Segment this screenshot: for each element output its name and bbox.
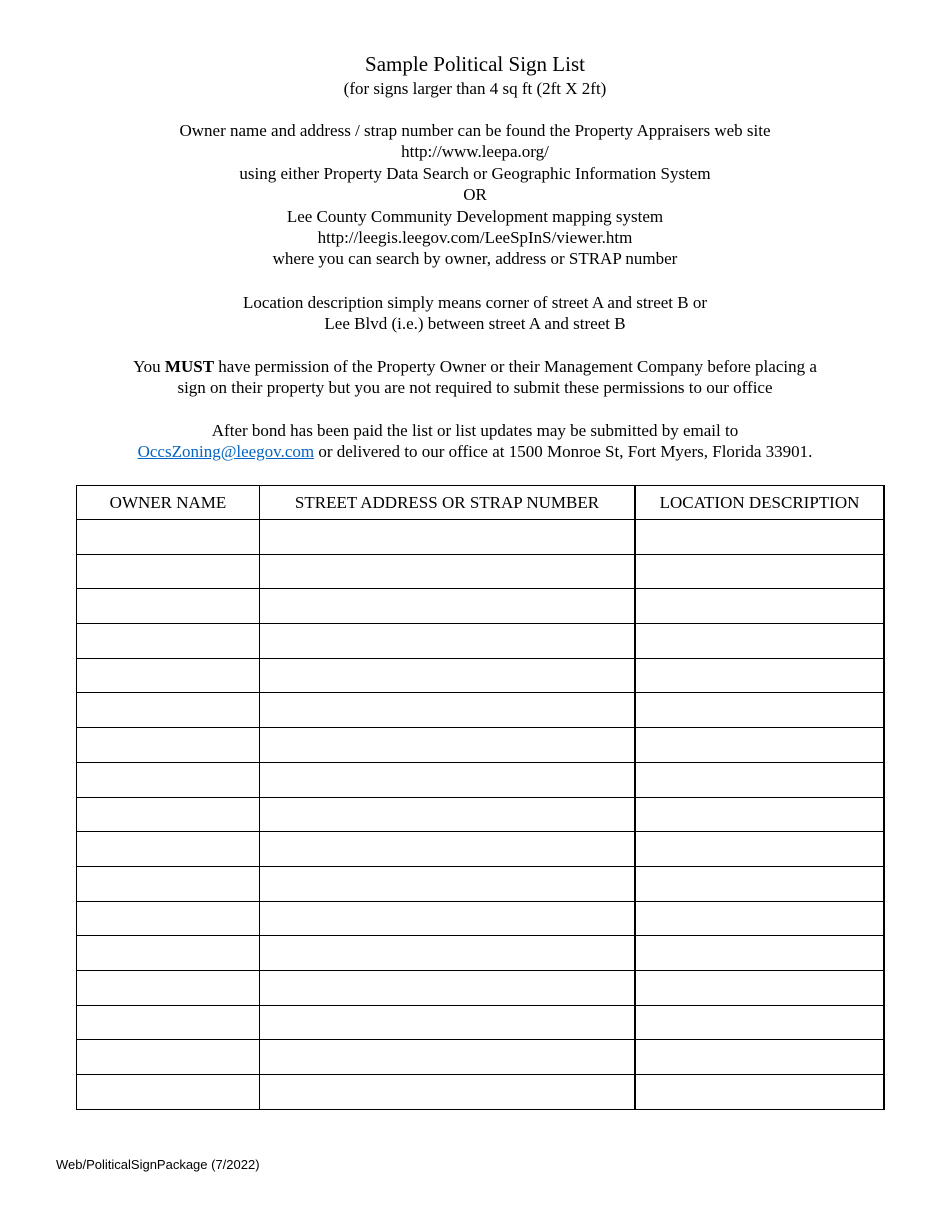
street-address-cell[interactable] [260, 624, 636, 659]
owner-name-cell[interactable] [77, 728, 260, 763]
street-address-cell[interactable] [260, 797, 636, 832]
location-description-cell[interactable] [635, 832, 884, 867]
lookup-instructions [0, 120, 950, 270]
location-description-cell[interactable] [635, 762, 884, 797]
column-header-street-address: STREET ADDRESS OR STRAP NUMBER [260, 486, 636, 520]
owner-name-cell[interactable] [77, 901, 260, 936]
table-row [77, 554, 885, 589]
owner-name-cell[interactable] [77, 936, 260, 971]
page-subtitle: (for signs larger than 4 sq ft (2ft X 2ft) [343, 79, 607, 98]
leepa-url: http://www.leepa.org/ [401, 142, 549, 162]
location-description-cell[interactable] [635, 554, 884, 589]
location-description-cell[interactable] [635, 658, 884, 693]
location-description-cell[interactable] [635, 589, 884, 624]
footer-text: Web/PoliticalSignPackage (7/2022) [56, 1157, 260, 1172]
table-row [77, 693, 885, 728]
table-row [77, 866, 885, 901]
street-address-cell[interactable] [260, 901, 636, 936]
owner-name-cell[interactable] [77, 1040, 260, 1075]
location-description-cell[interactable] [635, 728, 884, 763]
location-description-cell[interactable] [635, 693, 884, 728]
permission-note-line [0, 356, 950, 377]
owner-name-cell[interactable] [77, 520, 260, 555]
location-description-cell[interactable] [635, 624, 884, 659]
location-description-cell[interactable] [635, 520, 884, 555]
street-address-cell[interactable] [260, 832, 636, 867]
location-note-line: Location description simply means corner of street A and street B or [242, 293, 708, 312]
street-address-cell[interactable] [260, 1075, 636, 1110]
location-description-cell[interactable] [635, 1075, 884, 1110]
street-address-cell[interactable] [260, 1005, 636, 1040]
leegis-url: http://leegis.leegov.com/LeeSpInS/viewer.htm [317, 228, 633, 248]
street-address-cell[interactable] [260, 1040, 636, 1075]
owner-name-cell[interactable] [77, 970, 260, 1005]
location-description-cell[interactable] [635, 1005, 884, 1040]
table-row [77, 624, 885, 659]
submission-note-line: After bond has been paid the list or list updates may be submitted by email to [211, 421, 739, 440]
office-address: or delivered to our office at 1500 Monroe St, Fort Myers, Florida 33901. [314, 442, 813, 462]
street-address-cell[interactable] [260, 866, 636, 901]
owner-name-cell[interactable] [77, 658, 260, 693]
table-row [77, 762, 885, 797]
location-description-cell[interactable] [635, 970, 884, 1005]
table-row [77, 1040, 885, 1075]
table-row [77, 901, 885, 936]
table-row [77, 589, 885, 624]
table-row [77, 1075, 885, 1110]
owner-name-cell[interactable] [77, 797, 260, 832]
table-row [77, 520, 885, 555]
instruction-line: where you can search by owner, address or STRAP number [272, 249, 678, 269]
street-address-cell[interactable] [260, 658, 636, 693]
table-row [77, 797, 885, 832]
location-description-cell[interactable] [635, 936, 884, 971]
table-body [77, 520, 885, 1110]
table-header-row [77, 486, 885, 520]
or-separator: OR [463, 185, 487, 205]
street-address-cell[interactable] [260, 970, 636, 1005]
owner-name-cell[interactable] [77, 589, 260, 624]
page-title: Sample Political Sign List [365, 52, 585, 76]
street-address-cell[interactable] [260, 693, 636, 728]
sign-list-table [76, 485, 885, 1110]
street-address-cell[interactable] [260, 762, 636, 797]
table-row [77, 970, 885, 1005]
location-description-cell[interactable] [635, 866, 884, 901]
permission-note-line: sign on their property but you are not required to submit these permissions to our office [177, 378, 773, 398]
street-address-cell[interactable] [260, 589, 636, 624]
submission-note [0, 420, 950, 463]
owner-name-cell[interactable] [77, 762, 260, 797]
instruction-line: Lee County Community Development mapping system [286, 206, 664, 226]
owner-name-cell[interactable] [77, 1075, 260, 1110]
table-row [77, 728, 885, 763]
owner-name-cell[interactable] [77, 832, 260, 867]
email-link[interactable]: OccsZoning@leegov.com [137, 442, 315, 462]
location-description-cell[interactable] [635, 901, 884, 936]
location-description-cell[interactable] [635, 1040, 884, 1075]
table-row [77, 658, 885, 693]
instruction-line: using either Property Data Search or Geographic Information System [239, 163, 711, 183]
column-header-location-description: LOCATION DESCRIPTION [635, 486, 884, 520]
street-address-cell[interactable] [260, 936, 636, 971]
street-address-cell[interactable] [260, 554, 636, 589]
location-note-line: Lee Blvd (i.e.) between street A and street B [324, 314, 626, 334]
owner-name-cell[interactable] [77, 1005, 260, 1040]
table-row [77, 832, 885, 867]
owner-name-cell[interactable] [77, 866, 260, 901]
owner-name-cell[interactable] [77, 554, 260, 589]
location-description-cell[interactable] [635, 797, 884, 832]
permission-note [0, 356, 950, 399]
permission-rest: have permission of the Property Owner or their Management Company before placing a [214, 357, 817, 376]
location-note [0, 292, 950, 335]
table-row [77, 1005, 885, 1040]
owner-name-cell[interactable] [77, 693, 260, 728]
street-address-cell[interactable] [260, 520, 636, 555]
permission-prefix: You [133, 357, 165, 376]
must-emphasis: MUST [164, 357, 215, 376]
instruction-line: Owner name and address / strap number can be found the Property Appraisers web site [179, 121, 771, 140]
table-row [77, 936, 885, 971]
owner-name-cell[interactable] [77, 624, 260, 659]
street-address-cell[interactable] [260, 728, 636, 763]
column-header-owner-name: OWNER NAME [77, 486, 260, 520]
submission-note-line [0, 441, 950, 462]
